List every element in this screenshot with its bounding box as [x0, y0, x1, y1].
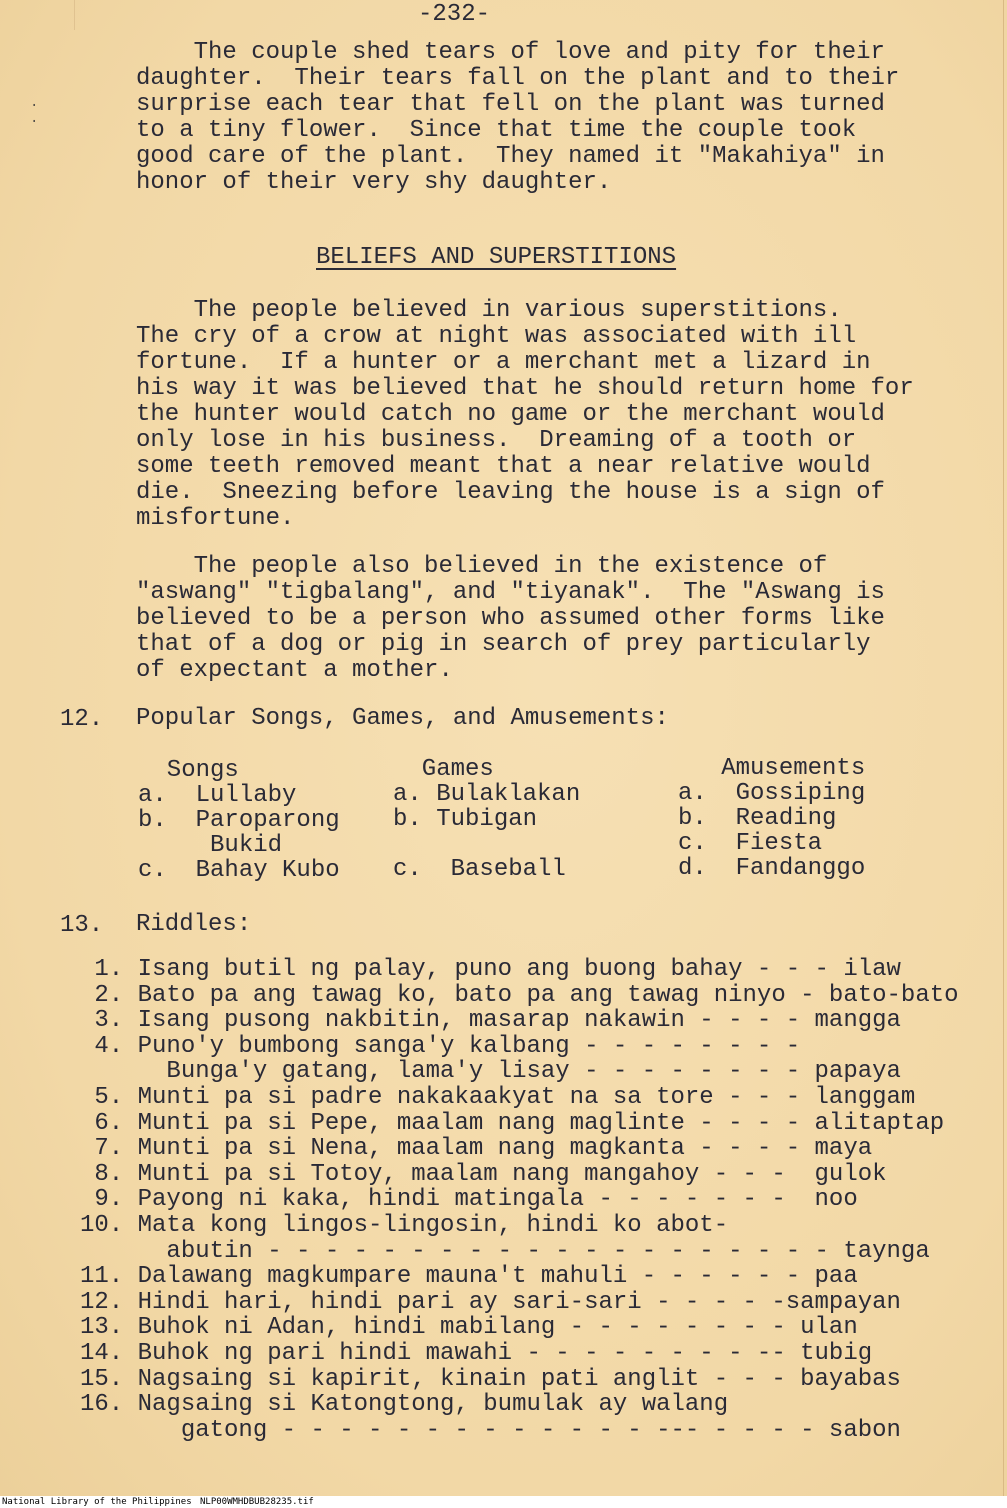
amusements-item: a. Gossiping	[678, 780, 866, 807]
text-line: The couple shed tears of love and pity for their	[136, 39, 885, 66]
amusements-item: Amusements	[678, 755, 866, 782]
text-line: that of a dog or pig in search of prey particularly	[136, 631, 871, 658]
text-line: believed to be a person who assumed other forms like	[136, 605, 885, 632]
scan-footer	[0, 1496, 1007, 1508]
riddle-line: 1. Isang butil ng palay, puno ang buong bahay - - - ilaw	[80, 956, 901, 983]
text-line: only lose in his business. Dreaming of a tooth or	[136, 427, 857, 454]
amusements-item: b. Reading	[678, 805, 837, 832]
riddle-line: 7. Munti pa si Nena, maalam nang magkanta - - - - maya	[80, 1135, 873, 1163]
section-12-title: Popular Songs, Games, and Amusements:	[136, 705, 669, 732]
text-line: "aswang" "tigbalang", and "tiyanak". The "Aswang is	[136, 579, 885, 606]
riddle-line: 15. Nagsaing si kapirit, kinain pati anglit - - - bayabas	[80, 1365, 901, 1393]
games-column	[393, 757, 580, 882]
songs-item: b. Paroparong	[138, 807, 340, 834]
games-item	[393, 832, 580, 857]
amusements-item: c. Fiesta	[678, 830, 823, 857]
riddle-line: 13. Buhok ni Adan, hindi mabilang - - - - - - - - ulan	[80, 1314, 858, 1342]
riddle-line: 10. Mata kong lingos-lingosin, hindi ko abot-	[80, 1211, 729, 1239]
text-line: The people also believed in the existence of	[136, 553, 828, 580]
riddle-line: Bunga'y gatang, lama'y lisay - - - - - - - - papaya	[80, 1058, 901, 1086]
text-line: fortune. If a hunter or a merchant met a lizard in	[136, 349, 871, 376]
paragraph-aswang	[136, 554, 986, 684]
games-item: c. Baseball	[393, 856, 566, 883]
text-line: surprise each tear that fell on the plant was turned	[136, 91, 885, 118]
songs-item: Songs	[138, 757, 239, 784]
text-line: misfortune.	[136, 505, 295, 532]
riddle-line: 16. Nagsaing si Katongtong, bumulak ay walang	[80, 1391, 729, 1419]
section-13-title: Riddles:	[136, 911, 252, 938]
text-line: of expectant a mother.	[136, 657, 453, 684]
riddle-line: 8. Munti pa si Totoy, maalam nang mangahoy - - - gulok	[80, 1160, 887, 1188]
text-line: daughter. Their tears fall on the plant and to their	[136, 65, 900, 92]
page-fold-line	[1003, 0, 1004, 1508]
text-line: to a tiny flower. Since that time the couple took	[136, 117, 857, 144]
songs-item: c. Bahay Kubo	[138, 857, 340, 884]
riddle-line: 4. Puno'y bumbong sanga'y kalbang - - - - - - - -	[80, 1032, 801, 1060]
riddle-line: 14. Buhok ng pari hindi mawahi - - - - - - - - -- tubig	[80, 1339, 873, 1367]
margin-dots: · ·	[30, 98, 39, 130]
text-line: good care of the plant. They named it "Makahiya" in	[136, 143, 885, 170]
riddle-line: 6. Munti pa si Pepe, maalam nang maglinte - - - - alitaptap	[80, 1109, 945, 1137]
text-line: the hunter would catch no game or the merchant would	[136, 401, 885, 428]
amusements-column	[678, 756, 865, 881]
text-line: some teeth removed meant that a near relative would	[136, 453, 871, 480]
footer-file-name: NLP00WMHDBUB28235.tif	[200, 1497, 314, 1507]
page-number: -232-	[418, 1, 491, 28]
games-item: a. Bulaklakan	[393, 781, 581, 808]
riddle-line: 12. Hindi hari, hindi pari ay sari-sari - - - - -sampayan	[80, 1288, 901, 1316]
paragraph-makahiya	[136, 40, 986, 196]
games-item: Games	[393, 756, 494, 783]
riddles-list	[80, 957, 959, 1443]
riddle-line: 2. Bato pa ang tawag ko, bato pa ang tawag ninyo - bato-bato	[80, 981, 959, 1009]
text-line: honor of their very shy daughter.	[136, 169, 612, 196]
text-line: The cry of a crow at night was associated with ill	[136, 323, 857, 350]
riddle-line: 9. Payong ni kaka, hindi matingala - - - - - - - noo	[80, 1186, 858, 1214]
text-line: die. Sneezing before leaving the house is a sign of	[136, 479, 885, 506]
riddle-line: 11. Dalawang magkumpare mauna't mahuli - - - - - - paa	[80, 1263, 858, 1291]
songs-item: a. Lullaby	[138, 782, 297, 809]
section-12-number: 12.	[60, 706, 104, 733]
games-item: b. Tubigan	[393, 806, 538, 833]
footer-library-name: National Library of the Philippines	[2, 1497, 192, 1507]
songs-column	[138, 758, 340, 883]
page-edge-mark	[74, 0, 75, 30]
section-heading: BELIEFS AND SUPERSTITIONS	[316, 244, 677, 271]
songs-item: Bukid	[138, 832, 283, 859]
amusements-item: d. Fandanggo	[678, 855, 866, 882]
riddle-line: 3. Isang pusong nakbitin, masarap nakawin - - - - mangga	[80, 1007, 901, 1035]
section-13-number: 13.	[60, 912, 104, 939]
riddle-line: gatong - - - - - - - - - - - - - --- - - - - sabon	[80, 1416, 901, 1444]
paragraph-superstitions	[136, 298, 986, 532]
riddle-line: abutin - - - - - - - - - - - - - - - - - - - - taynga	[80, 1237, 930, 1265]
text-line: his way it was believed that he should return home for	[136, 375, 914, 402]
text-line: The people believed in various superstitions.	[136, 297, 842, 324]
riddle-line: 5. Munti pa si padre nakakaakyat na sa tore - - - langgam	[80, 1083, 916, 1111]
